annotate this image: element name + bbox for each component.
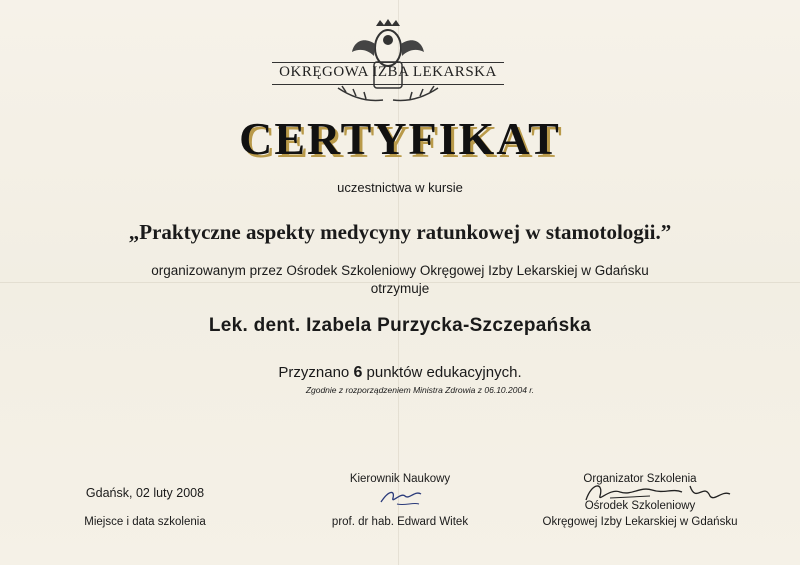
logo-text: OKRĘGOWA IZBA LEKARSKA [279, 64, 497, 80]
scientific-head-name: prof. dr hab. Edward Witek [331, 516, 469, 528]
points-prefix: Przyznano [278, 364, 350, 381]
subtitle: uczestnictwa w kursie [337, 180, 463, 195]
recipient-name: Lek. dent. Izabela Purzycka-Szczepańska [208, 315, 592, 336]
eagle-emblem-icon [268, 18, 508, 108]
organizer-label: Organizator Szkolenia [583, 473, 697, 485]
chamber-logo [268, 18, 508, 108]
organizer-name-line2: Okręgowej Izby Lekarskiej w Gdańsku [542, 516, 738, 528]
logo-rule-top [272, 62, 504, 63]
certificate-title: CERTYFIKAT [239, 113, 561, 164]
scientific-head-label: Kierownik Naukowy [349, 473, 451, 485]
points-suffix: punktów edukacyjnych. [366, 364, 522, 381]
organizer-line [0, 262, 800, 298]
receives-text: otrzymuje [370, 281, 430, 296]
organizer-text: organizowanym przez Ośrodek Szkoleniowy Okręgowej Izby Lekarskiej w Gdańsku [151, 263, 649, 278]
place-date: Gdańsk, 02 luty 2008 [85, 486, 205, 500]
logo-rule-bottom [272, 84, 504, 85]
place-date-label: Miejsce i data szkolenia [84, 516, 206, 528]
scientific-head-signature-icon [375, 484, 435, 510]
course-title: „Praktyczne aspekty medycyny ratunkowej w stamotologii.” [128, 220, 672, 244]
organizer-name-line1: Ośrodek Szkoleniowy [584, 500, 696, 512]
points-line [0, 364, 800, 382]
points-value: 6 [353, 364, 363, 381]
regulation-note: Zgodnie z rozporządzeniem Ministra Zdrowia z 06.10.2004 r. [305, 385, 535, 395]
